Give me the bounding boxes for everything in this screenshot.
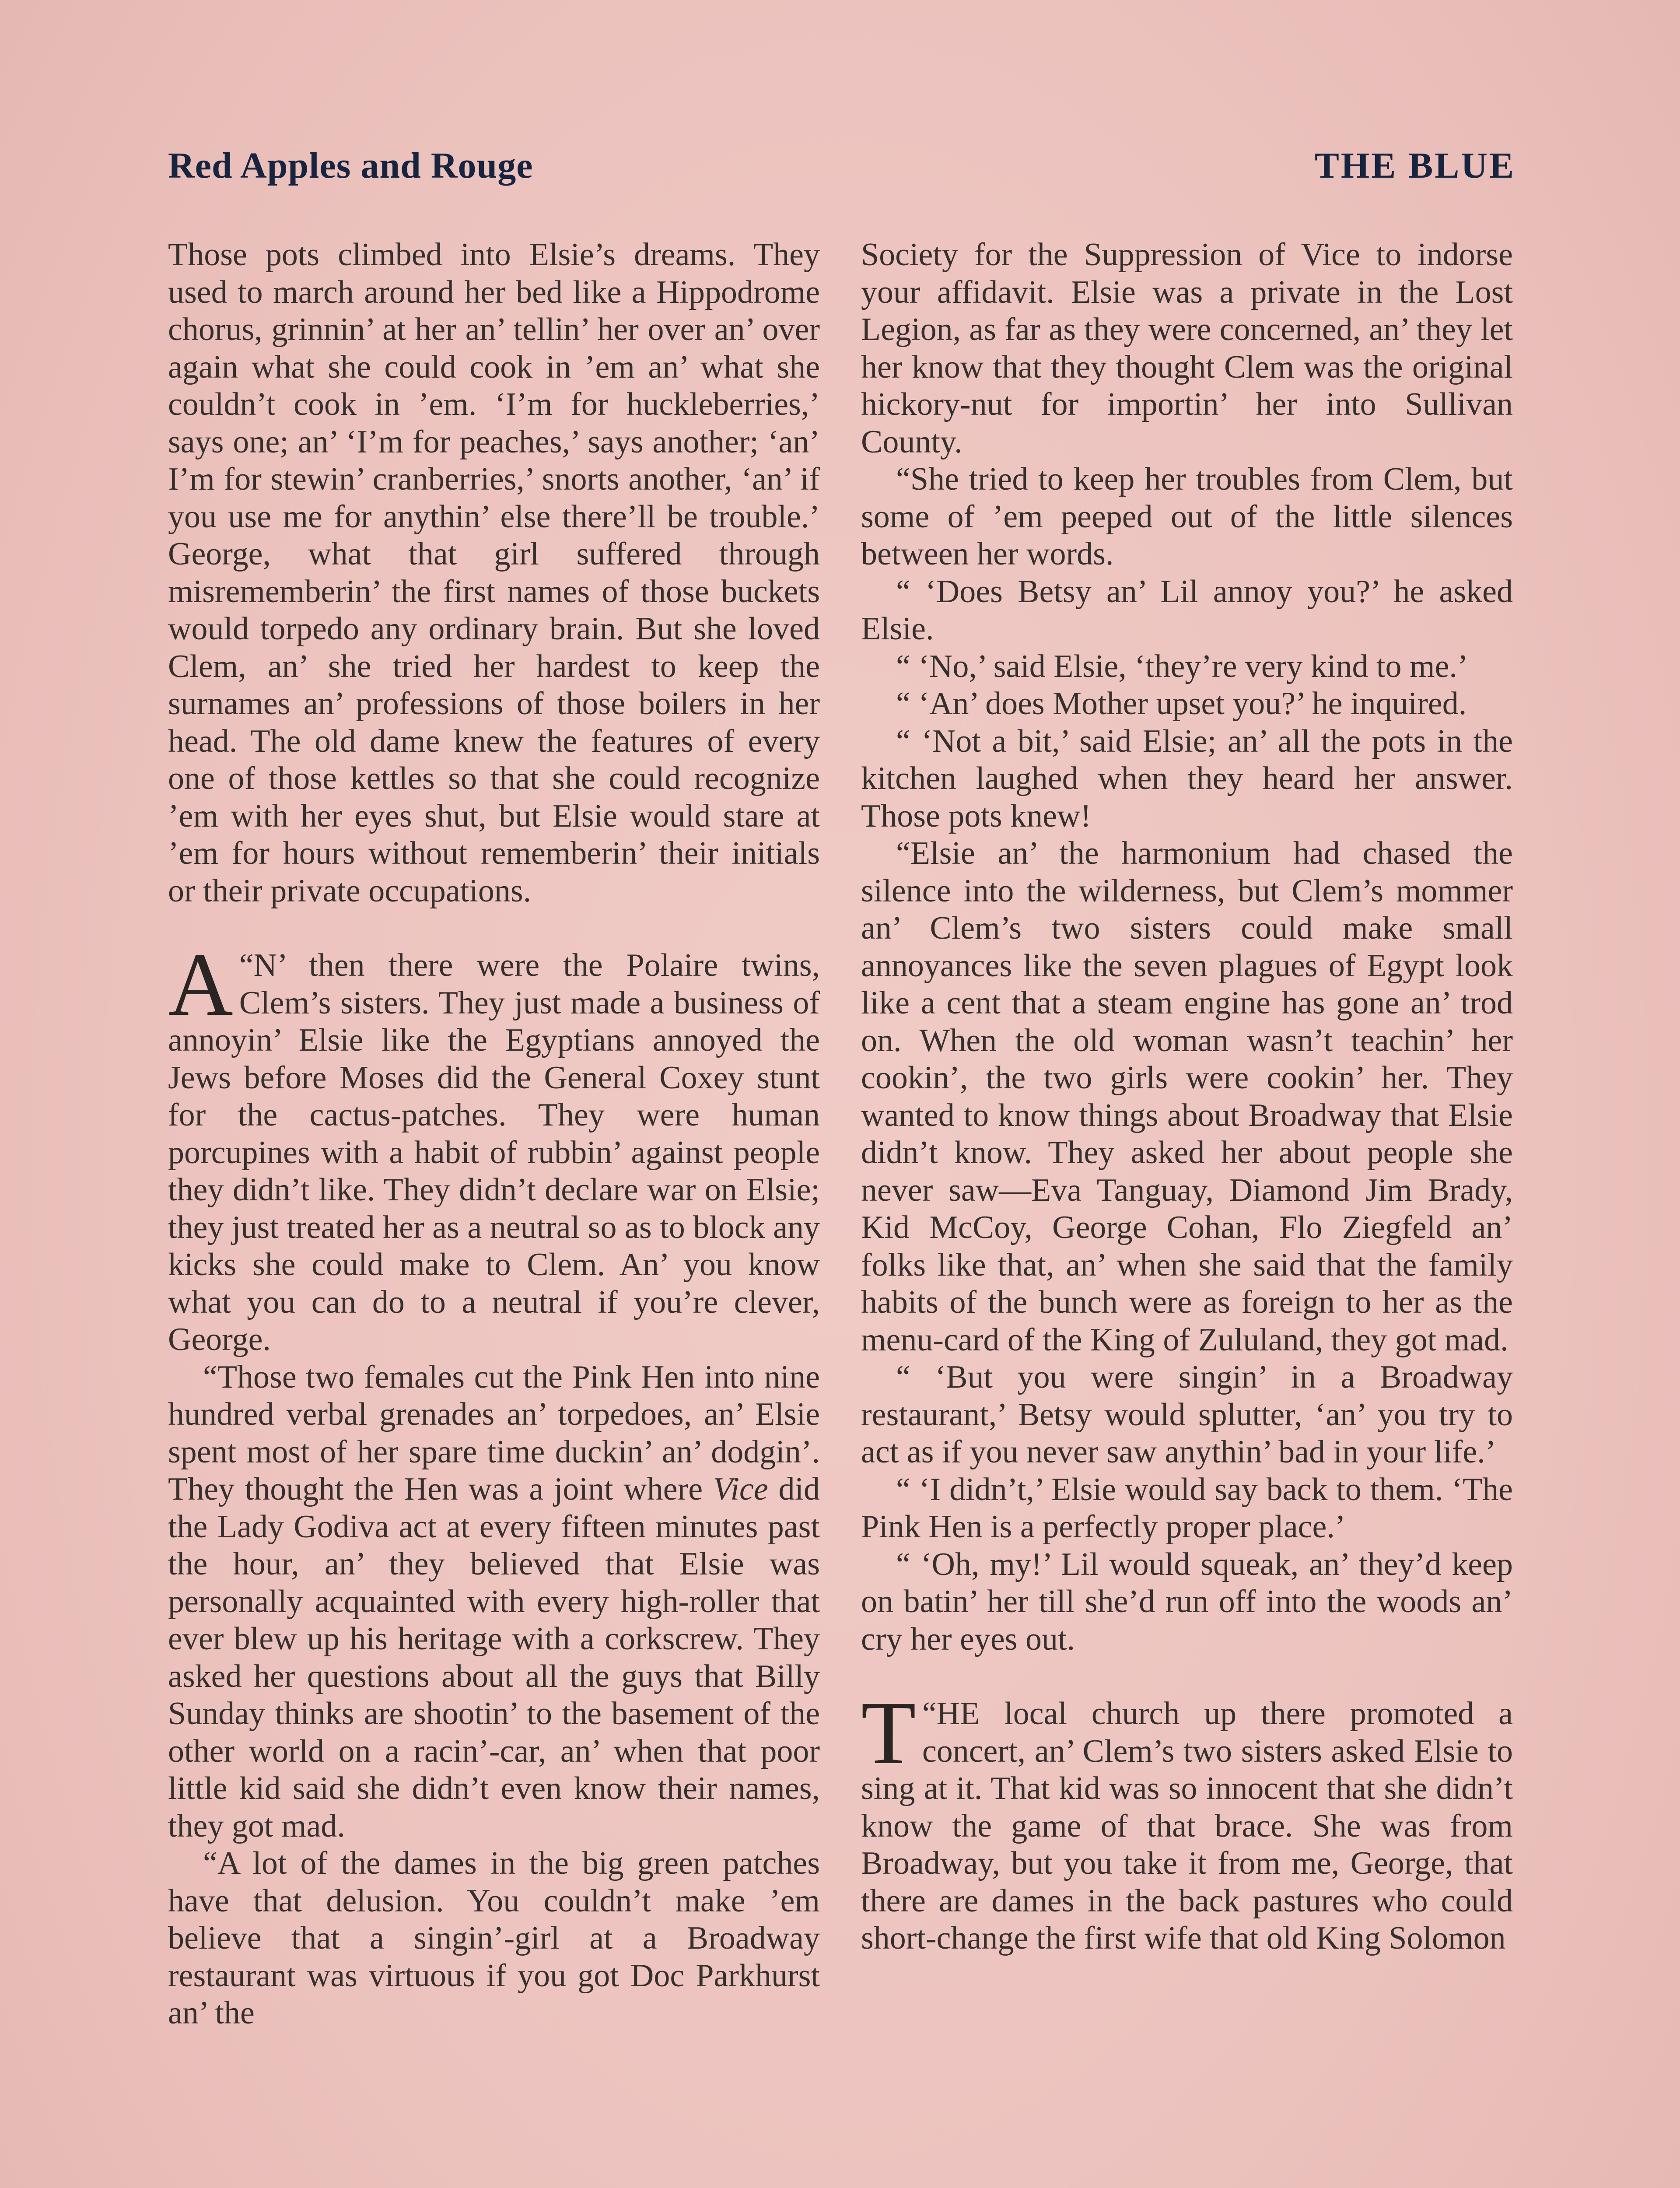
paragraph: “ ‘Oh, my!’ Lil would squeak, an’ they’d keep on batin’ her till she’d run off into the woods an’ cry her eyes out. xyxy=(861,1546,1513,1657)
magazine-title: THE BLUE xyxy=(1314,145,1516,186)
right-column xyxy=(861,236,1513,1957)
paragraph: “ ‘I didn’t,’ Elsie would say back to them. ‘The Pink Hen is a perfectly proper place.’ xyxy=(861,1471,1513,1545)
open-quote: “ xyxy=(922,1696,937,1732)
paragraph-text: did the Lady Godiva act at every fifteen minutes past the hour, an’ they believed that Elsie was personally acquainted with every high-roller that ever blew up his heritage with a corkscrew. They asked her questions about all the guys that Billy Sunday thinks are shootin’ to the basement of the other world on a racin’-car, an’ when that poor little kid said she didn’t even know their names, they got mad. xyxy=(168,1471,820,1844)
open-quote: “ xyxy=(239,947,254,983)
paragraph-text: N’ then there were the Polaire twins, Clem’s sisters. They just made a business of annoyin’ Elsie like the Egyptians annoyed the Jews before Moses did the General Coxey stunt for the cactus-patches. They were human porcupines with a habit of rubbin’ against people they didn’t like. They didn’t declare war on Elsie; they just treated her as a neutral so as to block any kicks she could make to Clem. An’ you know what you can do to a neutral if you’re clever, George. xyxy=(168,947,820,1357)
paragraph: Those pots climbed into Elsie’s dreams. They used to march around her bed like a Hippodrome chorus, grinnin’ at her an’ tellin’ her over an’ over again what she could cook in ’em an’ what she couldn’t cook in ’em. ‘I’m for huckleberries,’ says one; an’ ‘I’m for peaches,’ says another; ‘an’ I’m for stewin’ cranberries,’ snorts another, ‘an’ if you use me for anythin’ else there’ll be trouble.’ George, what that girl suffered through misrememberin’ the first names of those buckets would torpedo any ordinary brain. But she loved Clem, an’ she tried her hardest to keep the surnames an’ professions of those boilers in her head. The old dame knew the features of every one of those kettles so that she could recognize ’em with her eyes shut, but Elsie would stare at ’em for hours without rememberin’ their initials or their private occupations. xyxy=(168,237,820,909)
paragraph: “Elsie an’ the harmonium had chased the silence into the wilderness, but Clem’s mommer an’ Clem’s two sisters could make small annoyances like the seven plagues of Egypt look like a cent that a steam engine has gone an’ trod on. When the old woman wasn’t teachin’ her cookin’, the two girls were cookin’ her. They wanted to know things about Broadway that Elsie didn’t know. They asked her about people she never saw—Eva Tanguay, Diamond Jim Brady, Kid McCoy, George Cohan, Flo Ziegfeld an’ folks like that, an’ when she said that the family habits of the bunch were as foreign to her as the menu-card of the King of Zululand, they got mad. xyxy=(861,835,1513,1358)
paragraph: “She tried to keep her troubles from Clem, but some of ’em peeped out of the little silences between her words. xyxy=(861,461,1513,572)
paragraph: “ ‘But you were singin’ in a Broadway restaurant,’ Betsy would splutter, ‘an’ you try to act as if you never saw anythin’ bad in your life.’ xyxy=(861,1359,1513,1470)
paragraph: “A lot of the dames in the big green patches have that delusion. You couldn’t make ’em believe that a singin’-girl at a Broadway restaurant was virtuous if you got Doc Parkhurst an’ the xyxy=(168,1845,820,2031)
left-column xyxy=(168,236,820,2032)
paragraph xyxy=(168,1359,820,1845)
paragraph-dropcap xyxy=(861,1683,1513,1957)
paragraph-text: “Those two females cut the Pink Hen into nine hundred verbal grenades an’ torpedoes, an’ Elsie spent most of her spare time duckin’ an’ dodgin’. They thought the Hen was a joint where xyxy=(168,1359,820,1507)
drop-cap: T xyxy=(861,1683,916,1783)
paragraph: “ ‘Not a bit,’ said Elsie; an’ all the pots in the kitchen laughed when they heard her answer. Those pots knew! xyxy=(861,723,1513,834)
paragraph-text: HE local church up there promoted a concert, an’ Clem’s two sisters asked Elsie to sing at it. That kid was so innocent that she didn’t know the game of that brace. She was from Broadway, but you take it from me, George, that there are dames in the back pastures who could short-change the first wife that old King Solomon xyxy=(861,1696,1513,1956)
drop-cap: A xyxy=(168,934,233,1034)
paragraph: Society for the Suppression of Vice to indorse your affidavit. Elsie was a private in the Lost Legion, as far as they were concerned, an’ they let her know that they thought Clem was the original hickory-nut for importin’ her into Sullivan County. xyxy=(861,237,1513,460)
italic-word: Vice xyxy=(713,1471,768,1507)
story-title: Red Apples and Rouge xyxy=(168,145,533,186)
running-header xyxy=(168,144,1516,197)
paragraph: “ ‘An’ does Mother upset you?’ he inquired. xyxy=(896,686,1467,722)
paragraph: “ ‘Does Betsy an’ Lil annoy you?’ he asked Elsie. xyxy=(861,573,1513,647)
paragraph: “ ‘No,’ said Elsie, ‘they’re very kind to me.’ xyxy=(896,648,1468,684)
paragraph-dropcap xyxy=(168,934,820,1359)
